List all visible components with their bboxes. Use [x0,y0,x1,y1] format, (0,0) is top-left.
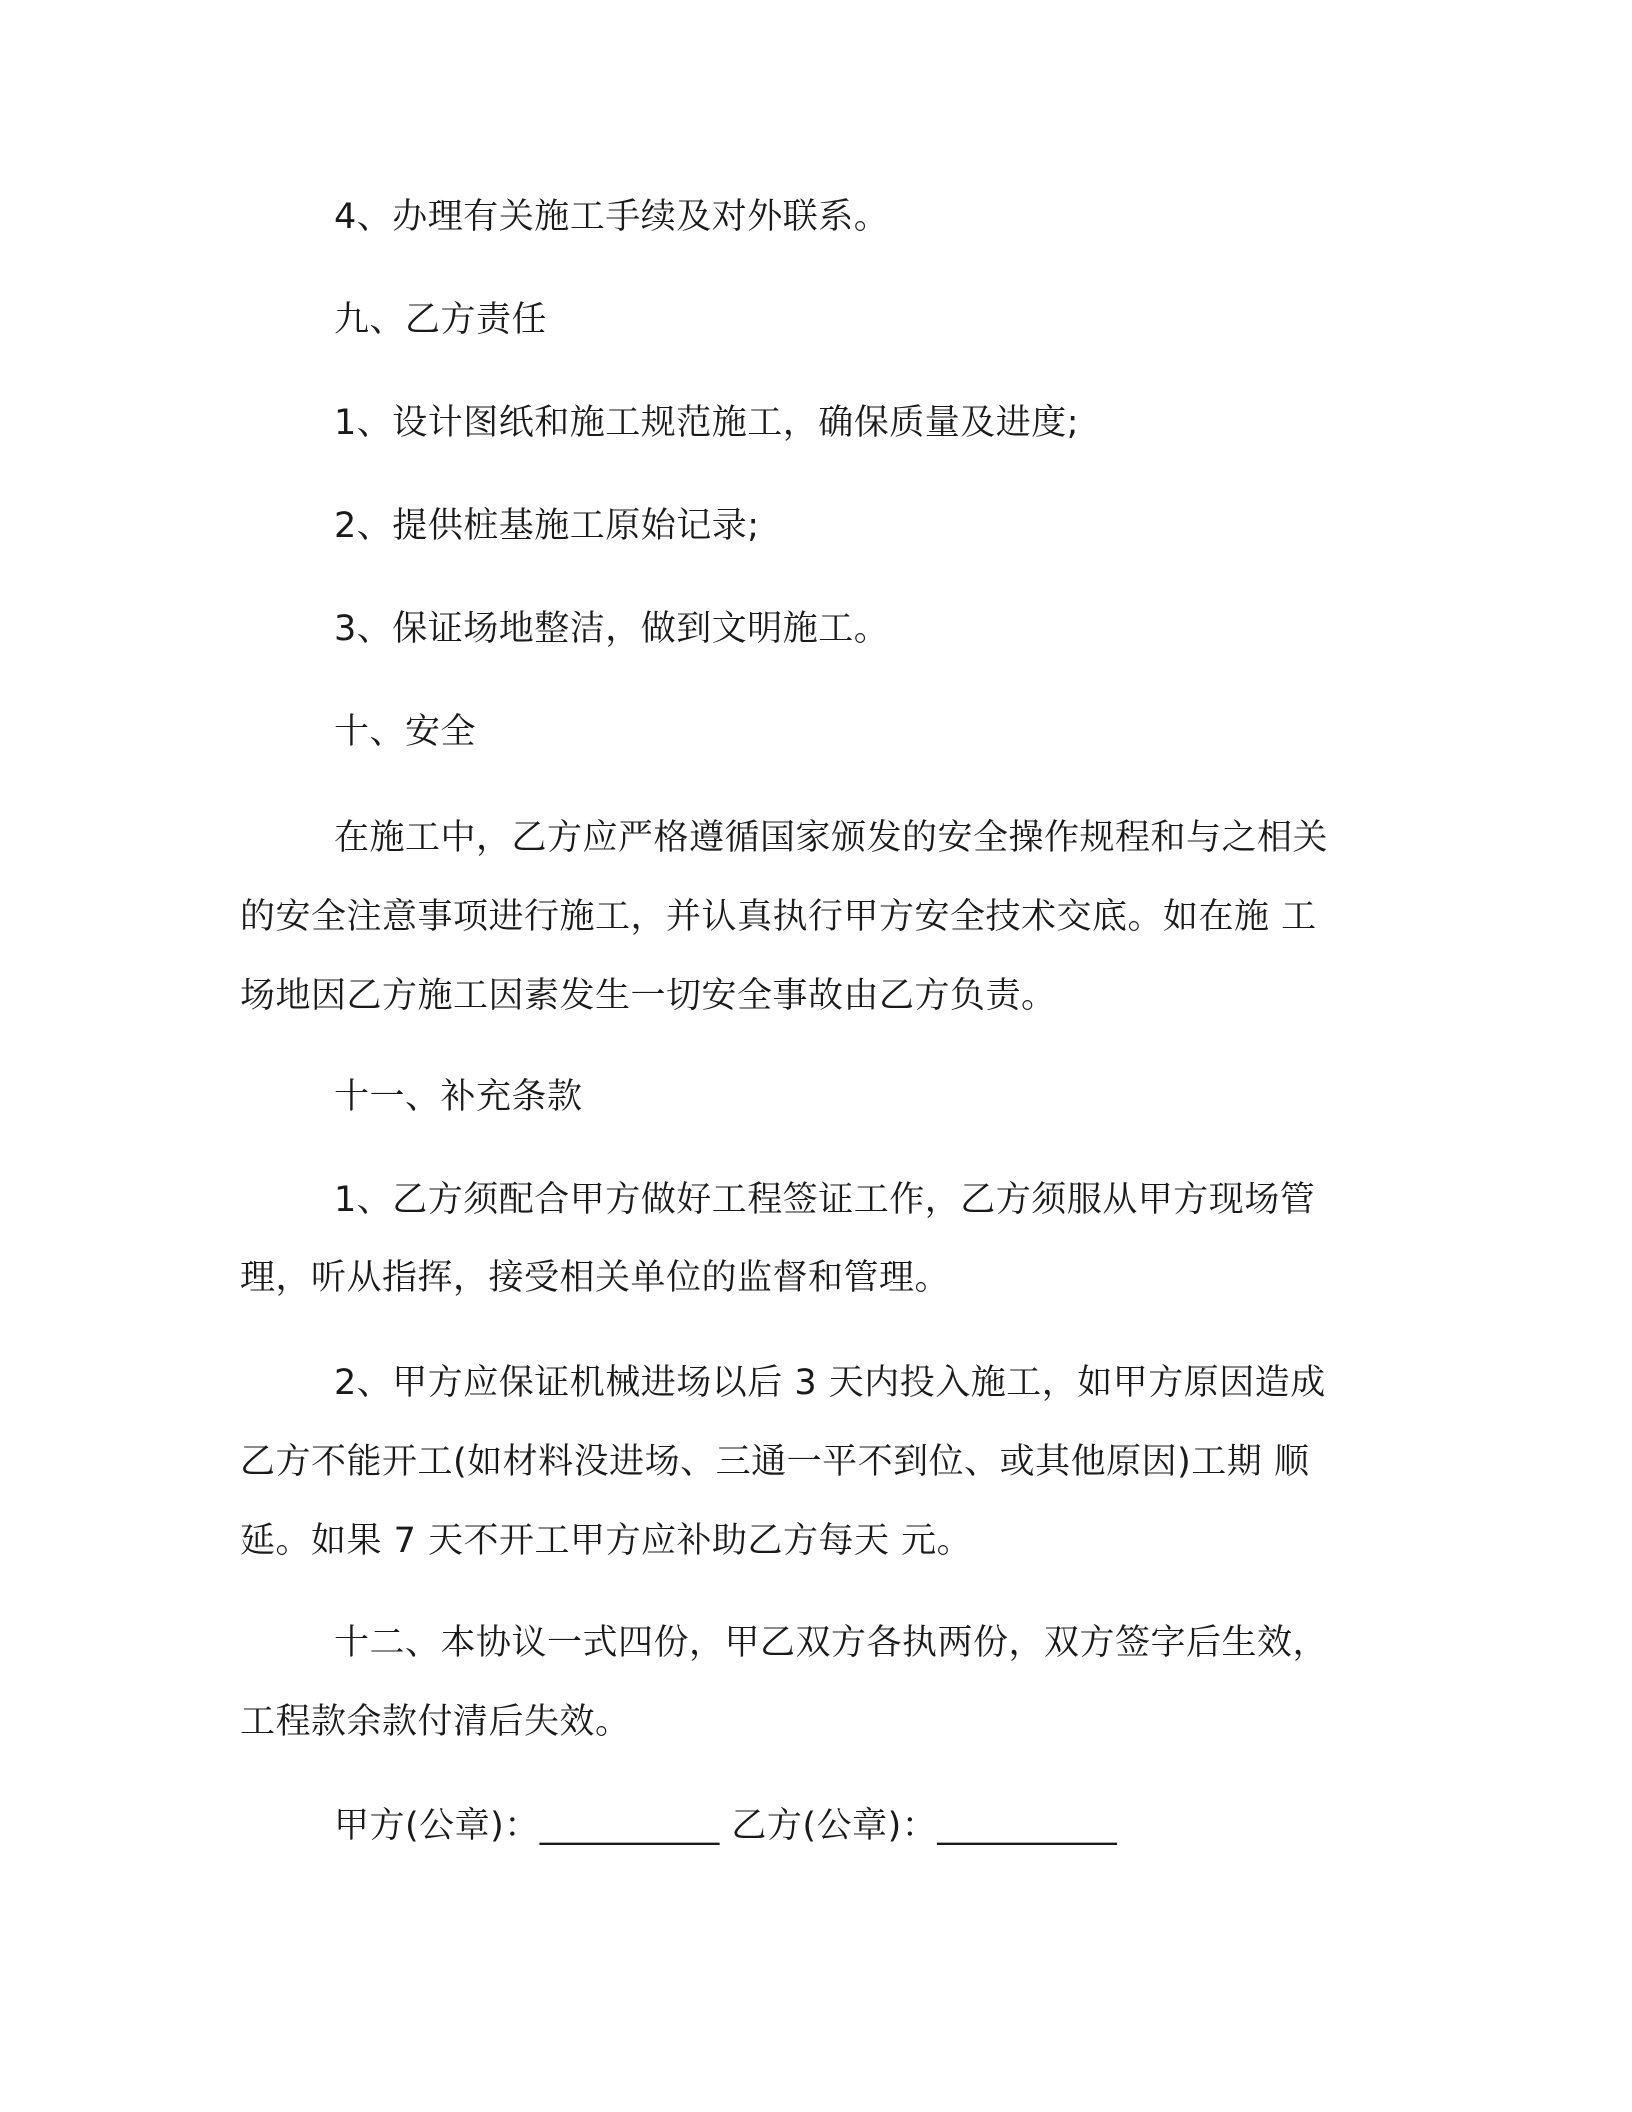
section-10-heading: 十、安全 [334,712,477,752]
section-11-heading: 十一、补充条款 [334,1077,583,1117]
clause-11-item-1-line-2: 理，听从指挥，接受相关单位的监督和管理。 [240,1258,951,1298]
safety-paragraph-line-1: 在施工中，乙方应严格遵循国家颁发的安全操作规程和与之相关 [334,818,1329,858]
clause-9-item-2: 2、提供桩基施工原始记录; [334,506,760,546]
safety-paragraph-line-3: 场地因乙方施工因素发生一切安全事故由乙方负责。 [240,976,1057,1016]
section-12-line-1: 十二、本协议一式四份，甲乙双方各执两份，双方签字后生效， [334,1623,1329,1663]
clause-8-item-4: 4、办理有关施工手续及对外联系。 [334,197,890,237]
safety-paragraph-line-2: 的安全注意事项进行施工，并认真执行甲方安全技术交底。如在施 工 [240,897,1317,937]
clause-11-item-2-line-2: 乙方不能开工(如材料没进场、三通一平不到位、或其他原因)工期 顺 [240,1442,1310,1482]
clause-9-item-3: 3、保证场地整洁，做到文明施工。 [334,609,890,649]
clause-11-item-2-line-1: 2、甲方应保证机械进场以后 3 天内投入施工，如甲方原因造成 [334,1363,1326,1403]
clause-11-item-1-line-1: 1、乙方须配合甲方做好工程签证工作，乙方须服从甲方现场管 [334,1180,1316,1220]
clause-11-item-2-line-3: 延。如果 7 天不开工甲方应补助乙方每天 元。 [240,1521,973,1561]
section-12-line-2: 工程款余款付清后失效。 [240,1702,631,1742]
section-9-heading: 九、乙方责任 [334,300,548,340]
clause-9-item-1: 1、设计图纸和施工规范施工，确保质量及进度; [334,403,1080,443]
signature-line: 甲方(公章)：__________ 乙方(公章)：__________ [334,1806,1118,1846]
